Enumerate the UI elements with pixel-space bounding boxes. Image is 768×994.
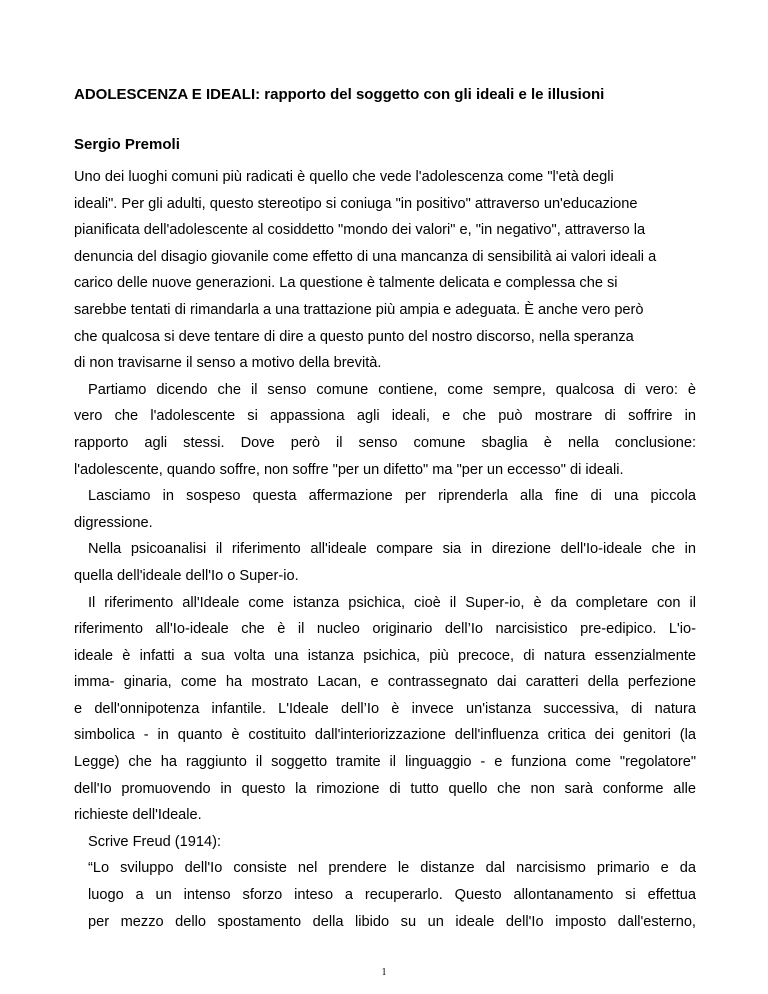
text-line: Partiamo dicendo che il senso comune contiene, come sempre, qualcosa di vero: è [88, 381, 696, 398]
body-text [74, 164, 696, 935]
text-line: simbolica - in quanto è costituito dall'interiorizzazione dell'influenza critica dei genitori (la [74, 727, 696, 744]
text-line: imma- ginaria, come ha mostrato Lacan, e contrassegnato dai caratteri della perfezione [74, 674, 696, 691]
text-line: Lasciamo in sospeso questa affermazione per riprenderla alla fine di una piccola [88, 488, 696, 505]
text-line: sarebbe tentati di rimandarla a una trattazione più ampia e adeguata. È anche vero però [74, 301, 644, 318]
text-line: Scrive Freud (1914): [88, 833, 222, 850]
text-line: Il riferimento all'Ideale come istanza psichica, cioè il Super-io, è da completare con il [88, 594, 696, 611]
text-line: denuncia del disagio giovanile come effetto di una mancanza di sensibilità ai valori ideali a [74, 248, 657, 265]
text-line: “Lo sviluppo dell'Io consiste nel prendere le distanze dal narcisismo primario e da [88, 860, 696, 877]
text-line: riferimento all'Io-ideale che è il nucleo originario dell’Io narcisistico pre-edipico. L'io- [74, 621, 696, 638]
page-number: 1 [381, 967, 387, 978]
text-line: carico delle nuove generazioni. La questione è talmente delicata e complessa che si [74, 275, 618, 292]
text-line: l'adolescente, quando soffre, non soffre "per un difetto" ma "per un eccesso" di ideali. [74, 461, 624, 478]
text-line: dell'Io promuovendo in questo la rimozione di tutto quello che non sarà conforme alle [74, 780, 696, 797]
text-line: vero che l'adolescente si appassiona agli ideali, e che può mostrare di soffrire in [74, 408, 696, 425]
text-line: pianificata dell'adolescente al cosiddetto "mondo dei valori" e, "in negativo", attraverso la [74, 222, 646, 239]
text-line: ideale è infatti a sua volta una istanza psichica, più precoce, di natura essenzialmente [74, 647, 696, 664]
text-line: luogo a un intenso sforzo inteso a recuperarlo. Questo allontanamento si effettua [88, 887, 696, 904]
text-line: e dell'onnipotenza infantile. L'Ideale dell’Io è invece un'istanza successiva, di natura [74, 700, 696, 717]
text-line: per mezzo dello spostamento della libido su un ideale dell'Io imposto dall'esterno, [88, 913, 696, 930]
text-line: digressione. [74, 514, 153, 531]
author-name: Sergio Premoli [74, 136, 180, 153]
text-line: quella dell'ideale dell'Io o Super-io. [74, 567, 299, 584]
text-line: ideali". Per gli adulti, questo stereotipo si coniuga "in positivo" attraverso un'educazione [74, 195, 638, 212]
text-line: che qualcosa si deve tentare di dire a questo punto del nostro discorso, nella speranza [74, 328, 634, 345]
text-line: Nella psicoanalisi il riferimento all'ideale compare sia in direzione dell'Io-ideale che in [88, 541, 696, 558]
text-line: rapporto agli stessi. Dove però il senso comune sbaglia è nella conclusione: [74, 434, 696, 451]
text-line: richieste dell'Ideale. [74, 807, 202, 824]
text-line: Legge) che ha raggiunto il soggetto tramite il linguaggio - e funziona come "regolatore" [74, 754, 696, 771]
text-line: Uno dei luoghi comuni più radicati è quello che vede l'adolescenza come "l'età degli [74, 169, 614, 185]
text-line: di non travisarne il senso a motivo della brevità. [74, 355, 382, 372]
document-title: ADOLESCENZA E IDEALI: rapporto del soggetto con gli ideali e le illusioni [74, 86, 605, 103]
